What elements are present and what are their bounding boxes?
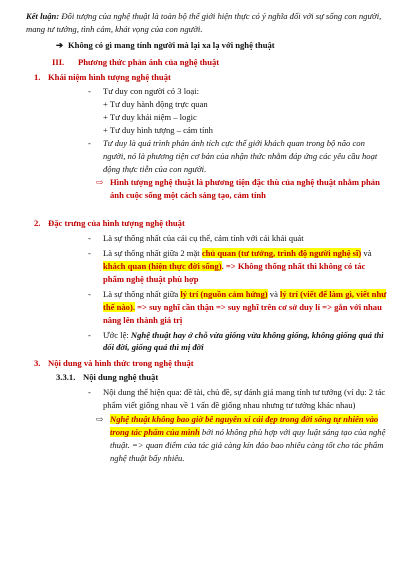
- implies-arrow-icon: ⇨: [96, 413, 104, 424]
- dash-bullet: -: [88, 387, 91, 398]
- subsection-title: Nội dung nghệ thuật: [83, 372, 159, 383]
- list-item-text: Là sự thống nhất của cái cụ thể, cảm tính với cái khái quát: [103, 233, 304, 244]
- list-item-text: [103, 288, 388, 327]
- result-item: [96, 176, 388, 202]
- result-text: [110, 413, 388, 465]
- text-run-emphasis: => suy nghĩ cần thận => suy nghĩ trên cơ sở duy lí => gắn với nhau nâng lên thành giá trị: [103, 301, 382, 325]
- highlight-reason-2: lý trí (viết để làm gì, viết như thế nào).: [103, 288, 387, 312]
- text-run: và: [361, 248, 372, 259]
- dash-bullet: -: [88, 138, 91, 149]
- list-item: [88, 232, 388, 245]
- text-run-emphasis: . => Không thống nhất thì không có tác phẩm nghệ thuật phù hợp: [103, 261, 366, 285]
- section-heading-3: [34, 357, 388, 370]
- highlight-objective: khách quan (hiện thực đời sống): [103, 261, 222, 272]
- list-item: [88, 247, 388, 286]
- text-run: Là sự thống nhất giữa 2 mặt: [103, 248, 202, 259]
- section-title-3: Nội dung và hình thức trong nghệ thuật: [48, 358, 194, 369]
- section-number-3: 3.: [34, 358, 41, 369]
- list-item-text: Tư duy con người có 3 loại:: [103, 86, 199, 97]
- highlight-nature: Nghệ thuật không bao giờ bê nguyên xi cái đẹp trong đời sống tự nhiên vào trong tác phẩm của mình: [110, 413, 379, 437]
- conclusion-text: Đối tượng của nghệ thuật là toàn bộ thế giới hiện thực có ý nghĩa đối với sự sống con người, mang tư tưởng, tình cảm, khát vọng của con người.: [26, 11, 382, 34]
- section-title-iii: Phương thức phản ánh của nghệ thuật: [78, 56, 220, 67]
- result-item: [96, 413, 388, 465]
- list-item: [88, 329, 388, 355]
- highlight-subjective: chủ quan (tư tưởng, trình độ người nghệ sĩ): [201, 248, 362, 259]
- text-run: và: [267, 288, 281, 299]
- dash-bullet: -: [88, 248, 91, 259]
- sub-item: + Tư duy khái niệm – logic: [103, 112, 197, 123]
- list-item-text: [103, 329, 388, 355]
- text-run-emphasis: Nghệ thuật hay ở chỗ vừa giống vừa không giống, không giống quá thì dối đời, giống quá thì mị đời: [103, 329, 384, 353]
- subsection-number: 3.3.1.: [56, 372, 76, 383]
- sub-item: + Tư duy hành động trực quan: [103, 99, 208, 110]
- spacer: [26, 201, 388, 217]
- list-item: [88, 85, 388, 98]
- section-number-1: 1.: [34, 71, 41, 82]
- section-heading-2: [34, 217, 388, 230]
- list-item: [88, 137, 388, 176]
- result-text: Hình tượng nghệ thuật là phương tiện đặc thù của nghệ thuật nhằm phản ánh cuộc sống một cách sáng tạo, cảm tính: [110, 176, 380, 200]
- text-run: Ước lệ:: [103, 329, 131, 340]
- dash-bullet: -: [88, 233, 91, 244]
- dash-bullet: -: [88, 86, 91, 97]
- dash-bullet: -: [88, 288, 91, 299]
- text-run: bởi nó không phù hợp với quy luật sáng tạo của nghệ thuật. => quan điểm của tác giả càng kín đáo bao nhiêu càng tốt cho tác phẩm nghệ thuật bấy nhiêu.: [110, 426, 386, 463]
- list-item: [88, 288, 388, 327]
- subsection-heading-3-3-1: [56, 371, 388, 384]
- highlight-reason-1: lý trí (nguồn cảm hứng): [180, 288, 268, 299]
- text-run: Là sự thống nhất giữa: [103, 288, 181, 299]
- implies-arrow-icon: ⇨: [96, 176, 104, 187]
- list-item-text: [103, 247, 388, 286]
- dash-bullet: -: [88, 329, 91, 340]
- section-heading-iii: [52, 56, 388, 69]
- arrow-statement: [56, 39, 388, 52]
- list-item: [88, 386, 388, 412]
- list-item-text: Tư duy là quá trình phản ánh tích cực thế giới khách quan trong bộ não con người, nó là phương tiện cơ bản của nhận thức nhằm đáp ứng các yêu cầu hoạt động thực tiễn của con người.: [103, 138, 378, 174]
- section-title-2: Đặc trưng của hình tượng nghệ thuật: [48, 218, 185, 229]
- conclusion-label: Kết luận:: [26, 11, 60, 21]
- section-heading-1: [34, 71, 388, 84]
- section-number-2: 2.: [34, 218, 41, 229]
- arrow-statement-text: Không có gì mang tính người mà lại xa lạ với nghệ thuật: [68, 39, 275, 50]
- conclusion-paragraph: [26, 10, 388, 36]
- list-item-text: Nội dung thể hiện qua: đề tài, chủ đề, sự đánh giá mang tính tư tưởng (ví dụ: 2 tác phẩm viết giống nhau về 1 vấn đề giống nhau nhưng tư tưởng khác nhau): [103, 387, 386, 411]
- section-title-1: Khái niệm hình tượng nghệ thuật: [48, 71, 171, 82]
- arrow-icon: ➔: [56, 39, 64, 50]
- sub-item: + Tư duy hình tượng – cảm tính: [103, 125, 213, 136]
- section-number-iii: III.: [52, 56, 65, 67]
